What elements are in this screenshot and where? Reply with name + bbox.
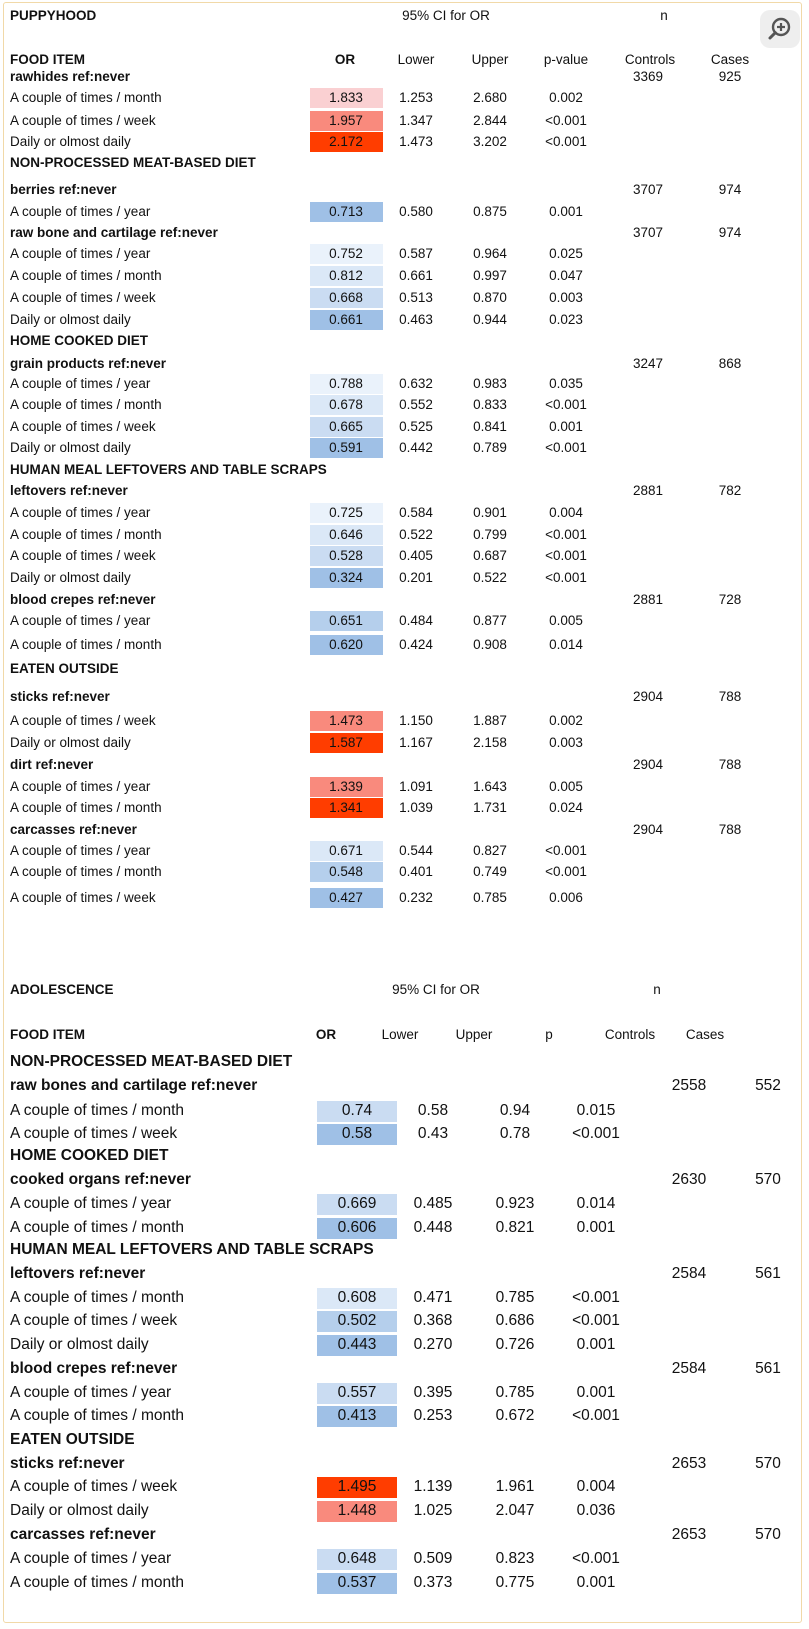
p-value: 0.003 <box>549 735 583 750</box>
frequency-label: Daily or olmost daily <box>10 440 131 455</box>
p-value: 0.001 <box>576 1384 616 1401</box>
ci-upper-value: 0.78 <box>499 1125 531 1142</box>
cases-count: 570 <box>755 1455 781 1472</box>
or-value: 0.591 <box>329 440 363 455</box>
p-value: 0.014 <box>576 1195 616 1212</box>
or-value: 0.502 <box>337 1312 377 1329</box>
ci-upper-value: 0.775 <box>495 1574 535 1591</box>
or-value: 0.668 <box>329 290 363 305</box>
ci-upper-value: 1.731 <box>473 800 507 815</box>
or-value: 1.833 <box>329 90 363 105</box>
cases-count: 788 <box>718 689 742 704</box>
or-value: 0.752 <box>329 246 363 261</box>
or-value: 0.606 <box>337 1219 377 1236</box>
or-value: 1.495 <box>337 1478 377 1495</box>
controls-count: 2881 <box>632 592 664 607</box>
variable-heading: blood crepes ref:never <box>10 1360 178 1377</box>
or-value: 0.669 <box>337 1195 377 1212</box>
p-value: 0.023 <box>549 312 583 327</box>
p-value: 0.004 <box>549 505 583 520</box>
p-value: 0.014 <box>549 637 583 652</box>
adolescence-col-p: p <box>545 1027 553 1042</box>
frequency-label: A couple of times / year <box>10 843 151 858</box>
or-value: 1.339 <box>329 779 363 794</box>
frequency-label: A couple of times / week <box>10 890 156 905</box>
ci-upper-value: 0.799 <box>473 527 507 542</box>
ci-lower-value: 0.253 <box>413 1407 453 1424</box>
frequency-label: Daily or olmost daily <box>10 735 131 750</box>
p-value: 0.015 <box>576 1102 616 1119</box>
p-value: 0.005 <box>549 779 583 794</box>
p-value: <0.001 <box>545 134 587 149</box>
adolescence-col-controls: Controls <box>604 1027 656 1042</box>
or-value: 1.957 <box>329 113 363 128</box>
frequency-label: A couple of times / month <box>10 637 162 652</box>
ci-lower-value: 0.584 <box>399 505 433 520</box>
or-value: 0.646 <box>329 527 363 542</box>
adolescence-col-cases: Cases <box>685 1027 725 1042</box>
ci-upper-value: 3.202 <box>473 134 507 149</box>
ci-upper-value: 0.522 <box>473 570 507 585</box>
p-value: <0.001 <box>545 843 587 858</box>
frequency-label: Daily or olmost daily <box>10 570 131 585</box>
adolescence-col-lower: Lower <box>381 1027 419 1042</box>
p-value: 0.004 <box>576 1478 616 1495</box>
controls-count: 3247 <box>632 356 664 371</box>
frequency-label: A couple of times / month <box>10 1407 185 1424</box>
p-value: 0.001 <box>549 419 583 434</box>
ci-upper-value: 2.844 <box>473 113 507 128</box>
cases-count: 561 <box>755 1265 781 1282</box>
or-value: 0.651 <box>329 613 363 628</box>
or-value: 0.608 <box>337 1289 377 1306</box>
p-value: 0.003 <box>549 290 583 305</box>
or-value: 0.665 <box>329 419 363 434</box>
ci-lower-value: 0.424 <box>399 637 433 652</box>
frequency-label: Daily or olmost daily <box>10 1502 149 1519</box>
controls-count: 3707 <box>632 225 664 240</box>
p-value: <0.001 <box>545 570 587 585</box>
p-value: 0.047 <box>549 268 583 283</box>
ci-upper-value: 1.887 <box>473 713 507 728</box>
ci-lower-value: 0.513 <box>399 290 433 305</box>
frequency-label: A couple of times / week <box>10 548 156 563</box>
ci-lower-value: 0.270 <box>413 1336 453 1353</box>
ci-upper-value: 0.785 <box>495 1289 535 1306</box>
ci-upper-value: 0.964 <box>473 246 507 261</box>
ci-lower-value: 0.471 <box>413 1289 453 1306</box>
or-value: 0.713 <box>329 204 363 219</box>
ci-lower-value: 1.473 <box>399 134 433 149</box>
p-value: 0.005 <box>549 613 583 628</box>
or-value: 0.443 <box>337 1336 377 1353</box>
ci-lower-value: 0.661 <box>399 268 433 283</box>
variable-heading: cooked organs ref:never <box>10 1171 191 1188</box>
or-value: 0.678 <box>329 397 363 412</box>
ci-upper-value: 2.047 <box>495 1502 535 1519</box>
frequency-label: A couple of times / month <box>10 1289 185 1306</box>
cases-count: 782 <box>718 483 742 498</box>
cases-count: 925 <box>718 69 742 84</box>
section-heading: NON-PROCESSED MEAT-BASED DIET <box>10 1053 293 1070</box>
or-value: 0.725 <box>329 505 363 520</box>
ci-lower-value: 0.463 <box>399 312 433 327</box>
ci-upper-value: 0.785 <box>495 1384 535 1401</box>
p-value: 0.001 <box>576 1219 616 1236</box>
variable-heading: berries ref:never <box>10 182 117 197</box>
cases-count: 788 <box>718 822 742 837</box>
ci-upper-value: 0.870 <box>473 290 507 305</box>
controls-count: 2653 <box>671 1526 707 1543</box>
p-value: <0.001 <box>545 527 587 542</box>
frequency-label: A couple of times / month <box>10 268 162 283</box>
p-value: <0.001 <box>572 1407 620 1424</box>
puppyhood-col-upper: Upper <box>471 52 509 67</box>
p-value: 0.024 <box>549 800 583 815</box>
adolescence-title: ADOLESCENCE <box>10 982 114 997</box>
or-value: 0.620 <box>329 637 363 652</box>
or-value: 0.528 <box>329 548 363 563</box>
section-heading: EATEN OUTSIDE <box>10 1431 135 1448</box>
frequency-label: A couple of times / week <box>10 113 156 128</box>
controls-count: 2881 <box>632 483 664 498</box>
ci-lower-value: 0.448 <box>413 1219 453 1236</box>
ci-upper-value: 0.833 <box>473 397 507 412</box>
p-value: 0.001 <box>576 1336 616 1353</box>
ci-upper-value: 0.827 <box>473 843 507 858</box>
variable-heading: carcasses ref:never <box>10 822 137 837</box>
controls-count: 2584 <box>671 1265 707 1282</box>
ci-lower-value: 0.544 <box>399 843 433 858</box>
section-heading: NON-PROCESSED MEAT-BASED DIET <box>10 155 256 170</box>
ci-upper-value: 0.749 <box>473 864 507 879</box>
ci-lower-value: 1.167 <box>399 735 433 750</box>
or-value: 1.587 <box>329 735 363 750</box>
ci-lower-value: 0.401 <box>399 864 433 879</box>
ci-lower-value: 1.091 <box>399 779 433 794</box>
ci-upper-value: 0.672 <box>495 1407 535 1424</box>
controls-count: 2904 <box>632 689 664 704</box>
ci-lower-value: 0.232 <box>399 890 433 905</box>
ci-lower-value: 1.347 <box>399 113 433 128</box>
or-value: 1.448 <box>337 1502 377 1519</box>
ci-lower-value: 1.139 <box>413 1478 453 1495</box>
frequency-label: A couple of times / year <box>10 613 151 628</box>
frequency-label: A couple of times / month <box>10 1574 185 1591</box>
frequency-label: A couple of times / month <box>10 90 162 105</box>
cases-count: 728 <box>718 592 742 607</box>
ci-upper-value: 2.680 <box>473 90 507 105</box>
ci-upper-value: 0.997 <box>473 268 507 283</box>
cases-count: 788 <box>718 757 742 772</box>
ci-lower-value: 0.405 <box>399 548 433 563</box>
variable-heading: dirt ref:never <box>10 757 94 772</box>
ci-lower-value: 0.484 <box>399 613 433 628</box>
adolescence-col-upper: Upper <box>455 1027 493 1042</box>
ci-upper-value: 2.158 <box>473 735 507 750</box>
ci-upper-value: 0.94 <box>499 1102 531 1119</box>
cases-count: 974 <box>718 182 742 197</box>
ci-upper-value: 1.643 <box>473 779 507 794</box>
p-value: 0.036 <box>576 1502 616 1519</box>
section-heading: HOME COOKED DIET <box>10 333 149 348</box>
ci-lower-value: 0.373 <box>413 1574 453 1591</box>
frequency-label: A couple of times / week <box>10 290 156 305</box>
controls-count: 3369 <box>632 69 664 84</box>
ci-upper-value: 0.789 <box>473 440 507 455</box>
ci-lower-value: 0.43 <box>417 1125 449 1142</box>
frequency-label: A couple of times / year <box>10 376 151 391</box>
p-value: <0.001 <box>545 397 587 412</box>
ci-lower-value: 0.485 <box>413 1195 453 1212</box>
or-value: 2.172 <box>329 134 363 149</box>
ci-lower-value: 0.395 <box>413 1384 453 1401</box>
p-value: 0.035 <box>549 376 583 391</box>
ci-lower-value: 0.368 <box>413 1312 453 1329</box>
ci-lower-value: 0.525 <box>399 419 433 434</box>
or-value: 0.537 <box>337 1574 377 1591</box>
frequency-label: A couple of times / year <box>10 1384 172 1401</box>
variable-heading: sticks ref:never <box>10 1455 125 1472</box>
controls-count: 2653 <box>671 1455 707 1472</box>
p-value: <0.001 <box>545 548 587 563</box>
puppyhood-n-header: n <box>660 8 668 23</box>
adolescence-ci-header: 95% CI for OR <box>392 982 480 997</box>
ci-lower-value: 0.632 <box>399 376 433 391</box>
puppyhood-col-pvalue: p-value <box>543 52 589 67</box>
ci-upper-value: 0.875 <box>473 204 507 219</box>
or-value: 0.661 <box>329 312 363 327</box>
ci-upper-value: 0.823 <box>495 1550 535 1567</box>
puppyhood-col-cases: Cases <box>710 52 750 67</box>
section-heading: HUMAN MEAL LEFTOVERS AND TABLE SCRAPS <box>10 1241 374 1258</box>
ci-upper-value: 0.785 <box>473 890 507 905</box>
frequency-label: A couple of times / week <box>10 1312 178 1329</box>
ci-upper-value: 0.687 <box>473 548 507 563</box>
ci-upper-value: 0.944 <box>473 312 507 327</box>
puppyhood-col-food-item: FOOD ITEM <box>10 52 85 67</box>
frequency-label: A couple of times / month <box>10 527 162 542</box>
frequency-label: A couple of times / month <box>10 1219 185 1236</box>
p-value: 0.002 <box>549 90 583 105</box>
variable-heading: rawhides ref:never <box>10 69 131 84</box>
or-value: 1.473 <box>329 713 363 728</box>
or-value: 0.671 <box>329 843 363 858</box>
frequency-label: A couple of times / year <box>10 779 151 794</box>
p-value: <0.001 <box>572 1312 620 1329</box>
ci-lower-value: 1.025 <box>413 1502 453 1519</box>
variable-heading: blood crepes ref:never <box>10 592 156 607</box>
p-value: <0.001 <box>545 864 587 879</box>
p-value: 0.006 <box>549 890 583 905</box>
p-value: 0.001 <box>576 1574 616 1591</box>
or-value: 0.548 <box>329 864 363 879</box>
ci-upper-value: 0.901 <box>473 505 507 520</box>
ci-lower-value: 0.201 <box>399 570 433 585</box>
ci-upper-value: 0.686 <box>495 1312 535 1329</box>
ci-lower-value: 0.58 <box>417 1102 449 1119</box>
cases-count: 570 <box>755 1526 781 1543</box>
variable-heading: raw bone and cartilage ref:never <box>10 225 218 240</box>
frequency-label: Daily or olmost daily <box>10 312 131 327</box>
controls-count: 2584 <box>671 1360 707 1377</box>
ci-lower-value: 0.442 <box>399 440 433 455</box>
ci-lower-value: 1.253 <box>399 90 433 105</box>
adolescence-n-header: n <box>653 982 661 997</box>
variable-heading: grain products ref:never <box>10 356 167 371</box>
or-value: 0.557 <box>337 1384 377 1401</box>
cases-count: 570 <box>755 1171 781 1188</box>
or-value: 0.788 <box>329 376 363 391</box>
adolescence-col-or: OR <box>315 1027 337 1042</box>
variable-heading: raw bones and cartilage ref:never <box>10 1077 258 1094</box>
frequency-label: A couple of times / month <box>10 800 162 815</box>
cases-count: 974 <box>718 225 742 240</box>
p-value: <0.001 <box>545 440 587 455</box>
frequency-label: A couple of times / year <box>10 1550 172 1567</box>
p-value: 0.001 <box>549 204 583 219</box>
controls-count: 3707 <box>632 182 664 197</box>
frequency-label: Daily or olmost daily <box>10 134 131 149</box>
p-value: <0.001 <box>545 113 587 128</box>
frequency-label: A couple of times / month <box>10 397 162 412</box>
ci-upper-value: 0.821 <box>495 1219 535 1236</box>
ci-upper-value: 0.726 <box>495 1336 535 1353</box>
cases-count: 868 <box>718 356 742 371</box>
variable-heading: leftovers ref:never <box>10 1265 146 1282</box>
ci-upper-value: 0.877 <box>473 613 507 628</box>
variable-heading: carcasses ref:never <box>10 1526 156 1543</box>
or-value: 0.812 <box>329 268 363 283</box>
ci-lower-value: 1.039 <box>399 800 433 815</box>
frequency-label: A couple of times / week <box>10 713 156 728</box>
frequency-label: A couple of times / year <box>10 1195 172 1212</box>
puppyhood-title: PUPPYHOOD <box>10 8 97 23</box>
section-heading: HOME COOKED DIET <box>10 1147 169 1164</box>
ci-lower-value: 0.587 <box>399 246 433 261</box>
or-value: 0.427 <box>329 890 363 905</box>
ci-lower-value: 0.522 <box>399 527 433 542</box>
frequency-label: A couple of times / year <box>10 505 151 520</box>
controls-count: 2904 <box>632 757 664 772</box>
zoom-in-icon <box>767 16 793 42</box>
ci-lower-value: 0.552 <box>399 397 433 412</box>
p-value: <0.001 <box>572 1125 620 1142</box>
or-value: 0.413 <box>337 1407 377 1424</box>
or-value: 0.324 <box>329 570 363 585</box>
puppyhood-col-controls: Controls <box>624 52 676 67</box>
or-value: 0.648 <box>337 1550 377 1567</box>
ci-upper-value: 0.908 <box>473 637 507 652</box>
p-value: 0.025 <box>549 246 583 261</box>
ci-lower-value: 1.150 <box>399 713 433 728</box>
ci-upper-value: 0.983 <box>473 376 507 391</box>
zoom-button[interactable] <box>760 10 800 48</box>
puppyhood-ci-header: 95% CI for OR <box>402 8 490 23</box>
p-value: 0.002 <box>549 713 583 728</box>
cases-count: 561 <box>755 1360 781 1377</box>
puppyhood-col-or: OR <box>334 52 356 67</box>
controls-count: 2630 <box>671 1171 707 1188</box>
frequency-label: A couple of times / year <box>10 204 151 219</box>
puppyhood-col-lower: Lower <box>397 52 435 67</box>
variable-heading: leftovers ref:never <box>10 483 128 498</box>
section-heading: HUMAN MEAL LEFTOVERS AND TABLE SCRAPS <box>10 462 327 477</box>
frequency-label: A couple of times / week <box>10 419 156 434</box>
ci-upper-value: 1.961 <box>495 1478 535 1495</box>
frequency-label: A couple of times / month <box>10 864 162 879</box>
cases-count: 552 <box>755 1077 781 1094</box>
ci-upper-value: 0.923 <box>495 1195 535 1212</box>
p-value: <0.001 <box>572 1289 620 1306</box>
section-heading: EATEN OUTSIDE <box>10 661 119 676</box>
ci-upper-value: 0.841 <box>473 419 507 434</box>
or-value: 0.74 <box>341 1102 373 1119</box>
ci-lower-value: 0.580 <box>399 204 433 219</box>
frequency-label: A couple of times / month <box>10 1102 185 1119</box>
frequency-label: A couple of times / week <box>10 1125 178 1142</box>
frequency-label: A couple of times / year <box>10 246 151 261</box>
frequency-label: Daily or olmost daily <box>10 1336 149 1353</box>
ci-lower-value: 0.509 <box>413 1550 453 1567</box>
controls-count: 2558 <box>671 1077 707 1094</box>
or-value: 0.58 <box>341 1125 373 1142</box>
controls-count: 2904 <box>632 822 664 837</box>
frequency-label: A couple of times / week <box>10 1478 178 1495</box>
adolescence-col-food-item: FOOD ITEM <box>10 1027 85 1042</box>
or-value: 1.341 <box>329 800 363 815</box>
variable-heading: sticks ref:never <box>10 689 110 704</box>
p-value: <0.001 <box>572 1550 620 1567</box>
